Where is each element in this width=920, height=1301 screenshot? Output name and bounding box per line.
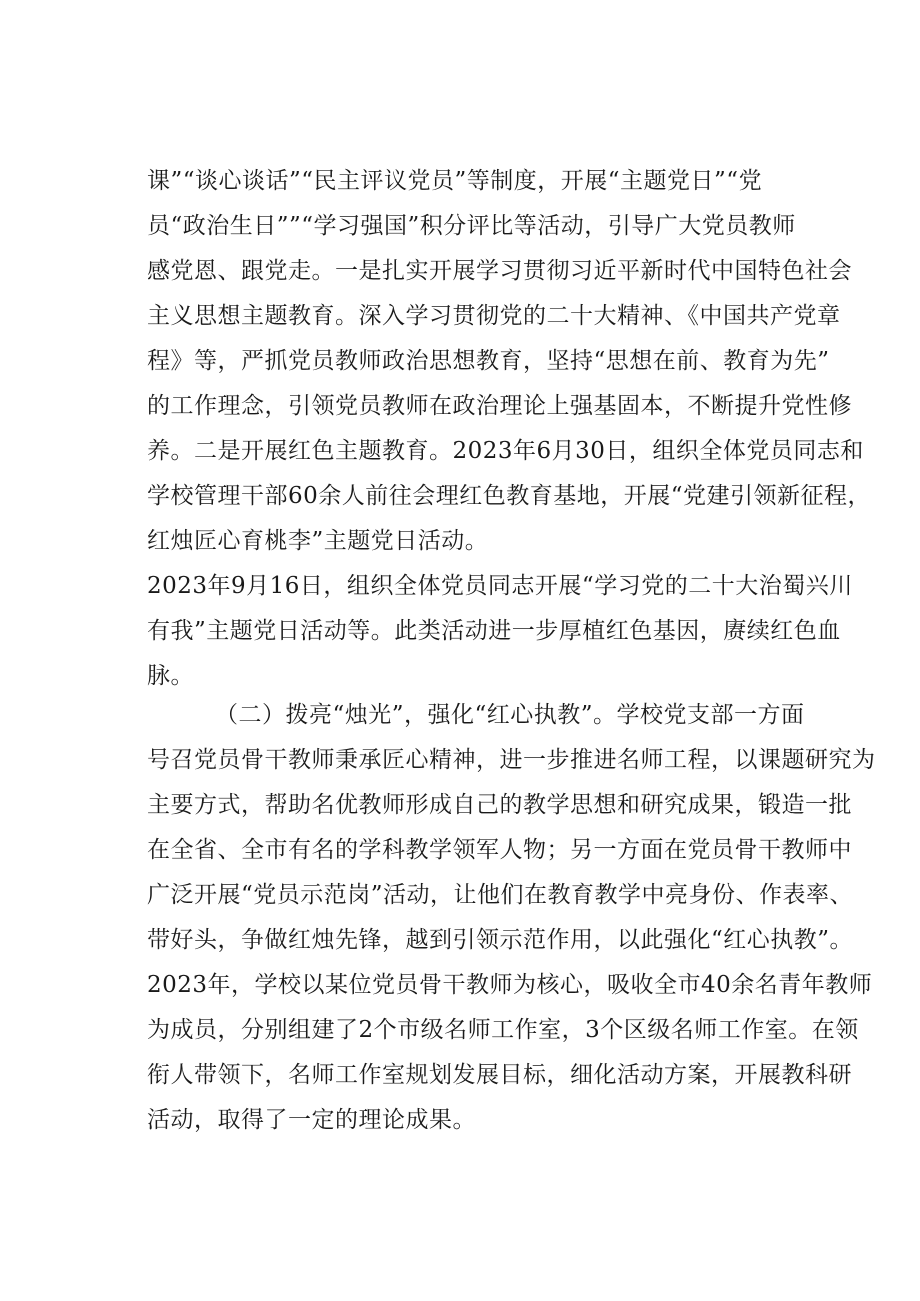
text-line: 有我”主题党日活动等。此类活动进一步厚植红色基因，赓续红色血 bbox=[147, 618, 841, 644]
text-line: 衔人带领下，名师工作室规划发展目标，细化活动方案，开展教科研 bbox=[147, 1062, 852, 1088]
text-line: 感党恩、跟党走。一是扎实开展学习贯彻习近平新时代中国特色社会 bbox=[147, 258, 852, 284]
text-line: 红烛匠心育桃李”主题党日活动。 bbox=[147, 528, 489, 554]
text-line: 为成员，分别组建了2个市级名师工作室，3个区级名师工作室。在领 bbox=[147, 1017, 859, 1043]
text-line: 程》等，严抓党员教师政治思想教育，坚持“思想在前、教育为先” bbox=[147, 348, 830, 374]
text-line: 脉。 bbox=[147, 663, 194, 689]
section-heading-line: （二）拨亮“烛光”，强化“红心执教”。学校党支部一方面 bbox=[215, 702, 805, 728]
text-line: 2023年，学校以某位党员骨干教师为核心，吸收全市40余名青年教师 bbox=[147, 972, 873, 998]
text-line: 2023年9月16日，组织全体党员同志开展“学习党的二十大治蜀兴川 bbox=[147, 573, 853, 599]
text-line: 号召党员骨干教师秉承匠心精神，进一步推进名师工程，以课题研究为 bbox=[147, 747, 876, 773]
text-line: 广泛开展“党员示范岗”活动，让他们在教育教学中亮身份、作表率、 bbox=[147, 882, 854, 908]
text-line: 带好头，争做红烛先锋，越到引领示范作用，以此强化“红心执教”。 bbox=[147, 927, 854, 953]
text-line: 员“政治生日””“学习强国”积分评比等活动，引导广大党员教师 bbox=[147, 213, 796, 239]
text-line: 的工作理念，引领党员教师在政治理论上强基固本，不断提升党性修 bbox=[147, 393, 852, 419]
text-line: 学校管理干部60余人前往会理红色教育基地，开展“党建引领新征程， bbox=[147, 483, 872, 509]
text-line: 养。二是开展红色主题教育。2023年6月30日，组织全体党员同志和 bbox=[147, 438, 864, 464]
text-line: 主义思想主题教育。深入学习贯彻党的二十大精神、《中国共产党章 bbox=[147, 303, 841, 329]
text-line: 主要方式，帮助名优教师形成自己的教学思想和研究成果，锻造一批 bbox=[147, 792, 852, 818]
text-line: 活动，取得了一定的理论成果。 bbox=[147, 1107, 476, 1133]
text-line: 课”“谈心谈话”“民主评议党员”等制度，开展“主题党日”“党 bbox=[147, 168, 763, 194]
text-line: 在全省、全市有名的学科教学领军人物；另一方面在党员骨干教师中 bbox=[147, 837, 852, 863]
